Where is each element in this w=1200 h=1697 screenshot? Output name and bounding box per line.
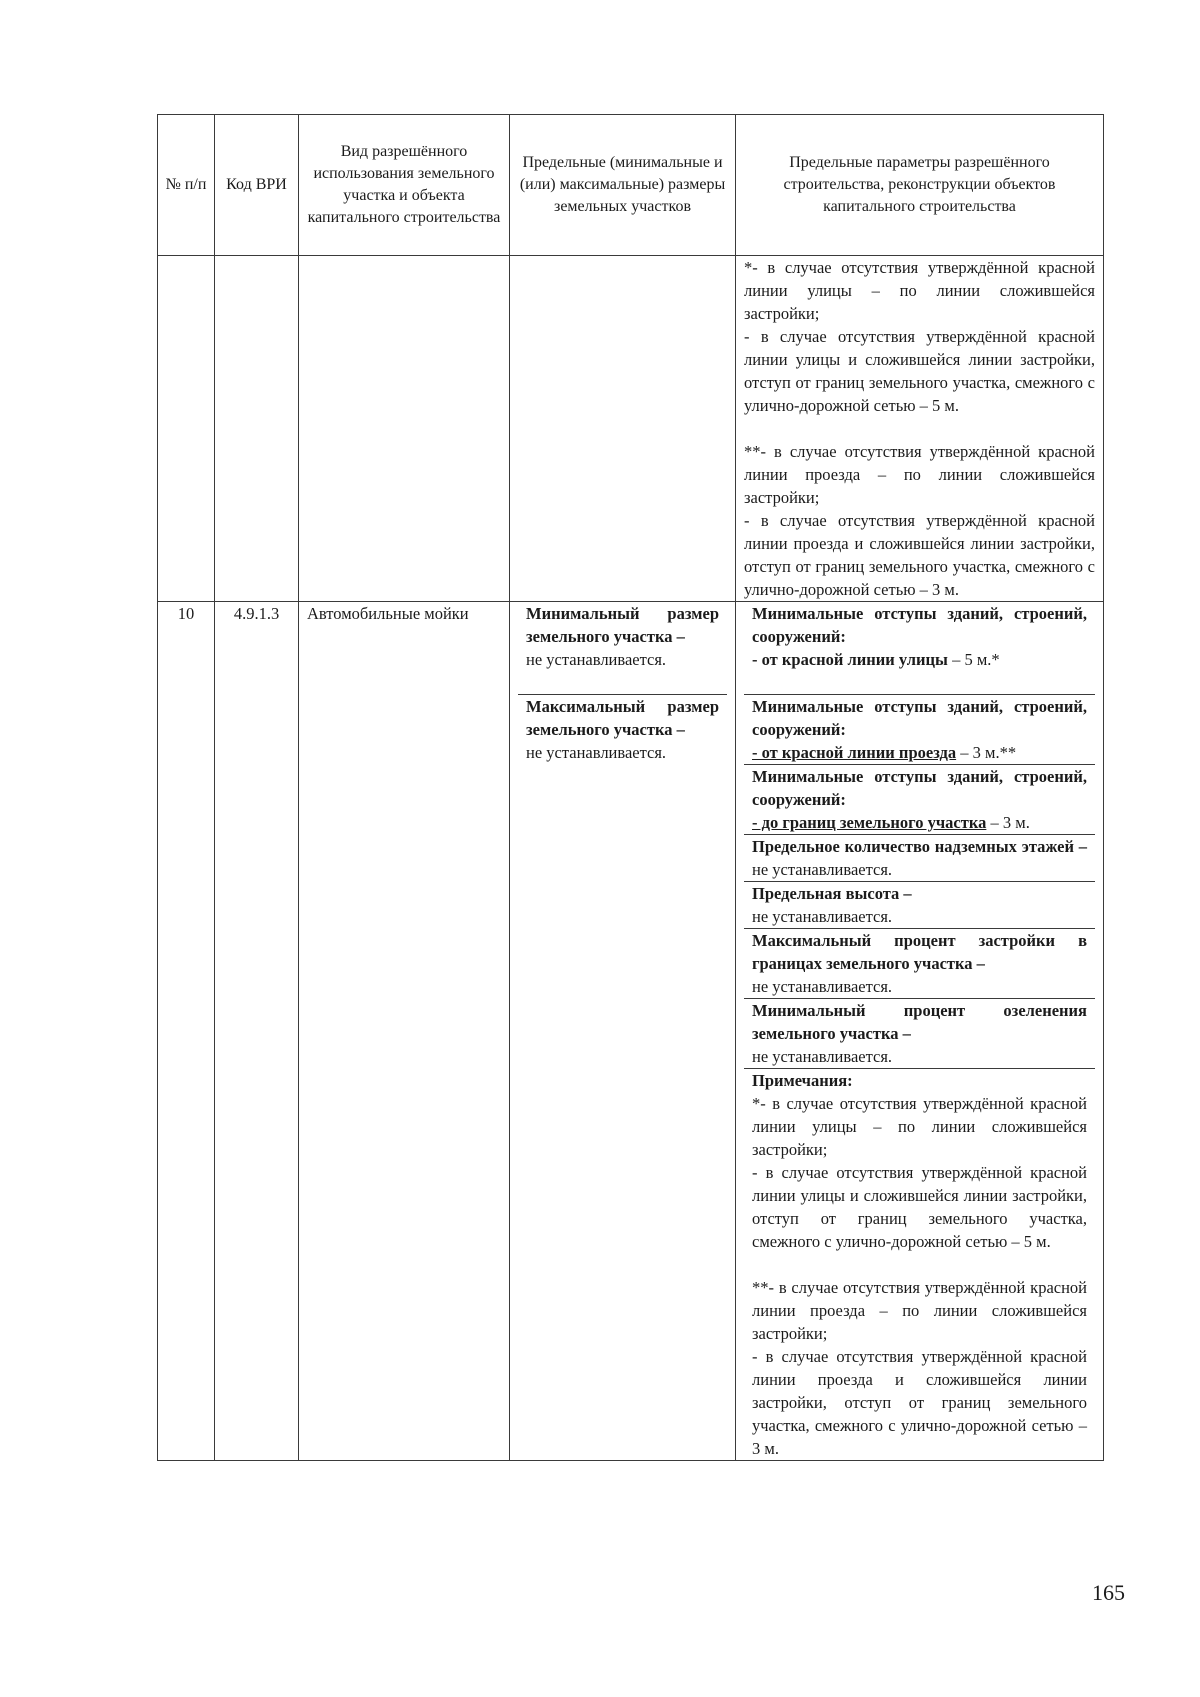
cont-note1-a: *- в случае отсутствия утверждённой красной линии улицы – по линии сложившейся застройки; (744, 258, 1095, 323)
header-plot-sizes: Предельные (минимальные и (или) максимальные) размеры земельных участков (510, 115, 736, 256)
header-use-type: Вид разрешённого использования земельного участка и объекта капитального строительства (299, 115, 510, 256)
param7-label: Минимальный процент озеленения земельного участка – (752, 1001, 1087, 1043)
param5-value: не устанавливается. (752, 907, 893, 926)
max-size-value: не устанавливается. (526, 743, 667, 762)
param2-title: Минимальные отступы зданий, строений, сооружений: (752, 697, 1087, 739)
regulations-table (157, 114, 1104, 1461)
param-max-coverage (744, 928, 1095, 998)
row-code: 4.9.1.3 (215, 602, 299, 1461)
row-plot-sizes (510, 602, 736, 1461)
param3-value: – 3 м. (986, 813, 1030, 832)
note2-b: - в случае отсутствия утверждённой красной линии проезда и сложившейся линии застройки, отступ от границ земельного участка, смежного с улично-дорожной сетью – 3 м. (752, 1347, 1087, 1458)
param2-item: - от красной линии проезда (752, 743, 957, 762)
table-row-10 (158, 602, 1104, 1461)
cont-notes-cell (736, 256, 1104, 602)
cont-note2-a: **- в случае отсутствия утверждённой красной линии проезда – по линии сложившейся застройки; (744, 442, 1095, 507)
param-min-greening (744, 998, 1095, 1068)
param-red-line-street (744, 602, 1095, 694)
note1-b: - в случае отсутствия утверждённой красной линии улицы и сложившейся линии застройки, отступ от границ земельного участка, смежного с улично-дорожной сетью – 5 м. (752, 1163, 1087, 1251)
header-num: № п/п (158, 115, 215, 256)
page-number: 165 (1092, 1580, 1125, 1605)
row-num: 10 (158, 602, 215, 1461)
param-red-line-passage (744, 694, 1095, 764)
param6-value: не устанавливается. (752, 977, 893, 996)
notes-title: Примечания: (752, 1071, 853, 1090)
continuation-row (158, 256, 1104, 602)
notes-cell (744, 1068, 1095, 1460)
max-size-cell (518, 694, 727, 764)
header-row (158, 115, 1104, 256)
param-plot-boundary (744, 764, 1095, 834)
param1-value: – 5 м.* (947, 650, 1000, 669)
cont-note2-b: - в случае отсутствия утверждённой красной линии проезда и сложившейся линии застройки, отступ от границ земельного участка, смежного с улично-дорожной сетью – 3 м. (744, 511, 1095, 599)
param3-item: - до границ земельного участка (752, 813, 987, 832)
param-height (744, 881, 1095, 928)
param3-title: Минимальные отступы зданий, строений, сооружений: (752, 767, 1087, 809)
cont-note1-b: - в случае отсутствия утверждённой красной линии улицы и сложившейся линии застройки, отступ от границ земельного участка, смежного с улично-дорожной сетью – 5 м. (744, 327, 1095, 415)
param1-item: - от красной линии улицы (752, 650, 948, 669)
cont-code-cell (215, 256, 299, 602)
cont-num-cell (158, 256, 215, 602)
cont-size-cell (510, 256, 736, 602)
param2-value: – 3 м.** (956, 743, 1017, 762)
note1-a: *- в случае отсутствия утверждённой красной линии улицы – по линии сложившейся застройки; (752, 1094, 1087, 1159)
param4-value: не устанавливается. (752, 860, 893, 879)
note2-a: **- в случае отсутствия утверждённой красной линии проезда – по линии сложившейся застройки; (752, 1278, 1087, 1343)
row-use-type: Автомобильные мойки (299, 602, 510, 1461)
param6-label: Максимальный процент застройки в границах земельного участка – (752, 931, 1087, 973)
row-build-params (736, 602, 1104, 1461)
min-size-cell (518, 602, 727, 694)
param1-title: Минимальные отступы зданий, строений, сооружений: (752, 604, 1087, 646)
param5-label: Предельная высота – (752, 884, 912, 903)
header-code: Код ВРИ (215, 115, 299, 256)
param7-value: не устанавливается. (752, 1047, 893, 1066)
param-floors (744, 834, 1095, 881)
cont-type-cell (299, 256, 510, 602)
param4-label: Предельное количество надземных этажей – (752, 837, 1087, 856)
min-size-value: не устанавливается. (526, 650, 667, 669)
header-build-params: Предельные параметры разрешённого строительства, реконструкции объектов капитального строительства (736, 115, 1104, 256)
min-size-label: Минимальный размер земельного участка – (526, 604, 719, 646)
max-size-label: Максимальный размер земельного участка – (526, 697, 719, 739)
